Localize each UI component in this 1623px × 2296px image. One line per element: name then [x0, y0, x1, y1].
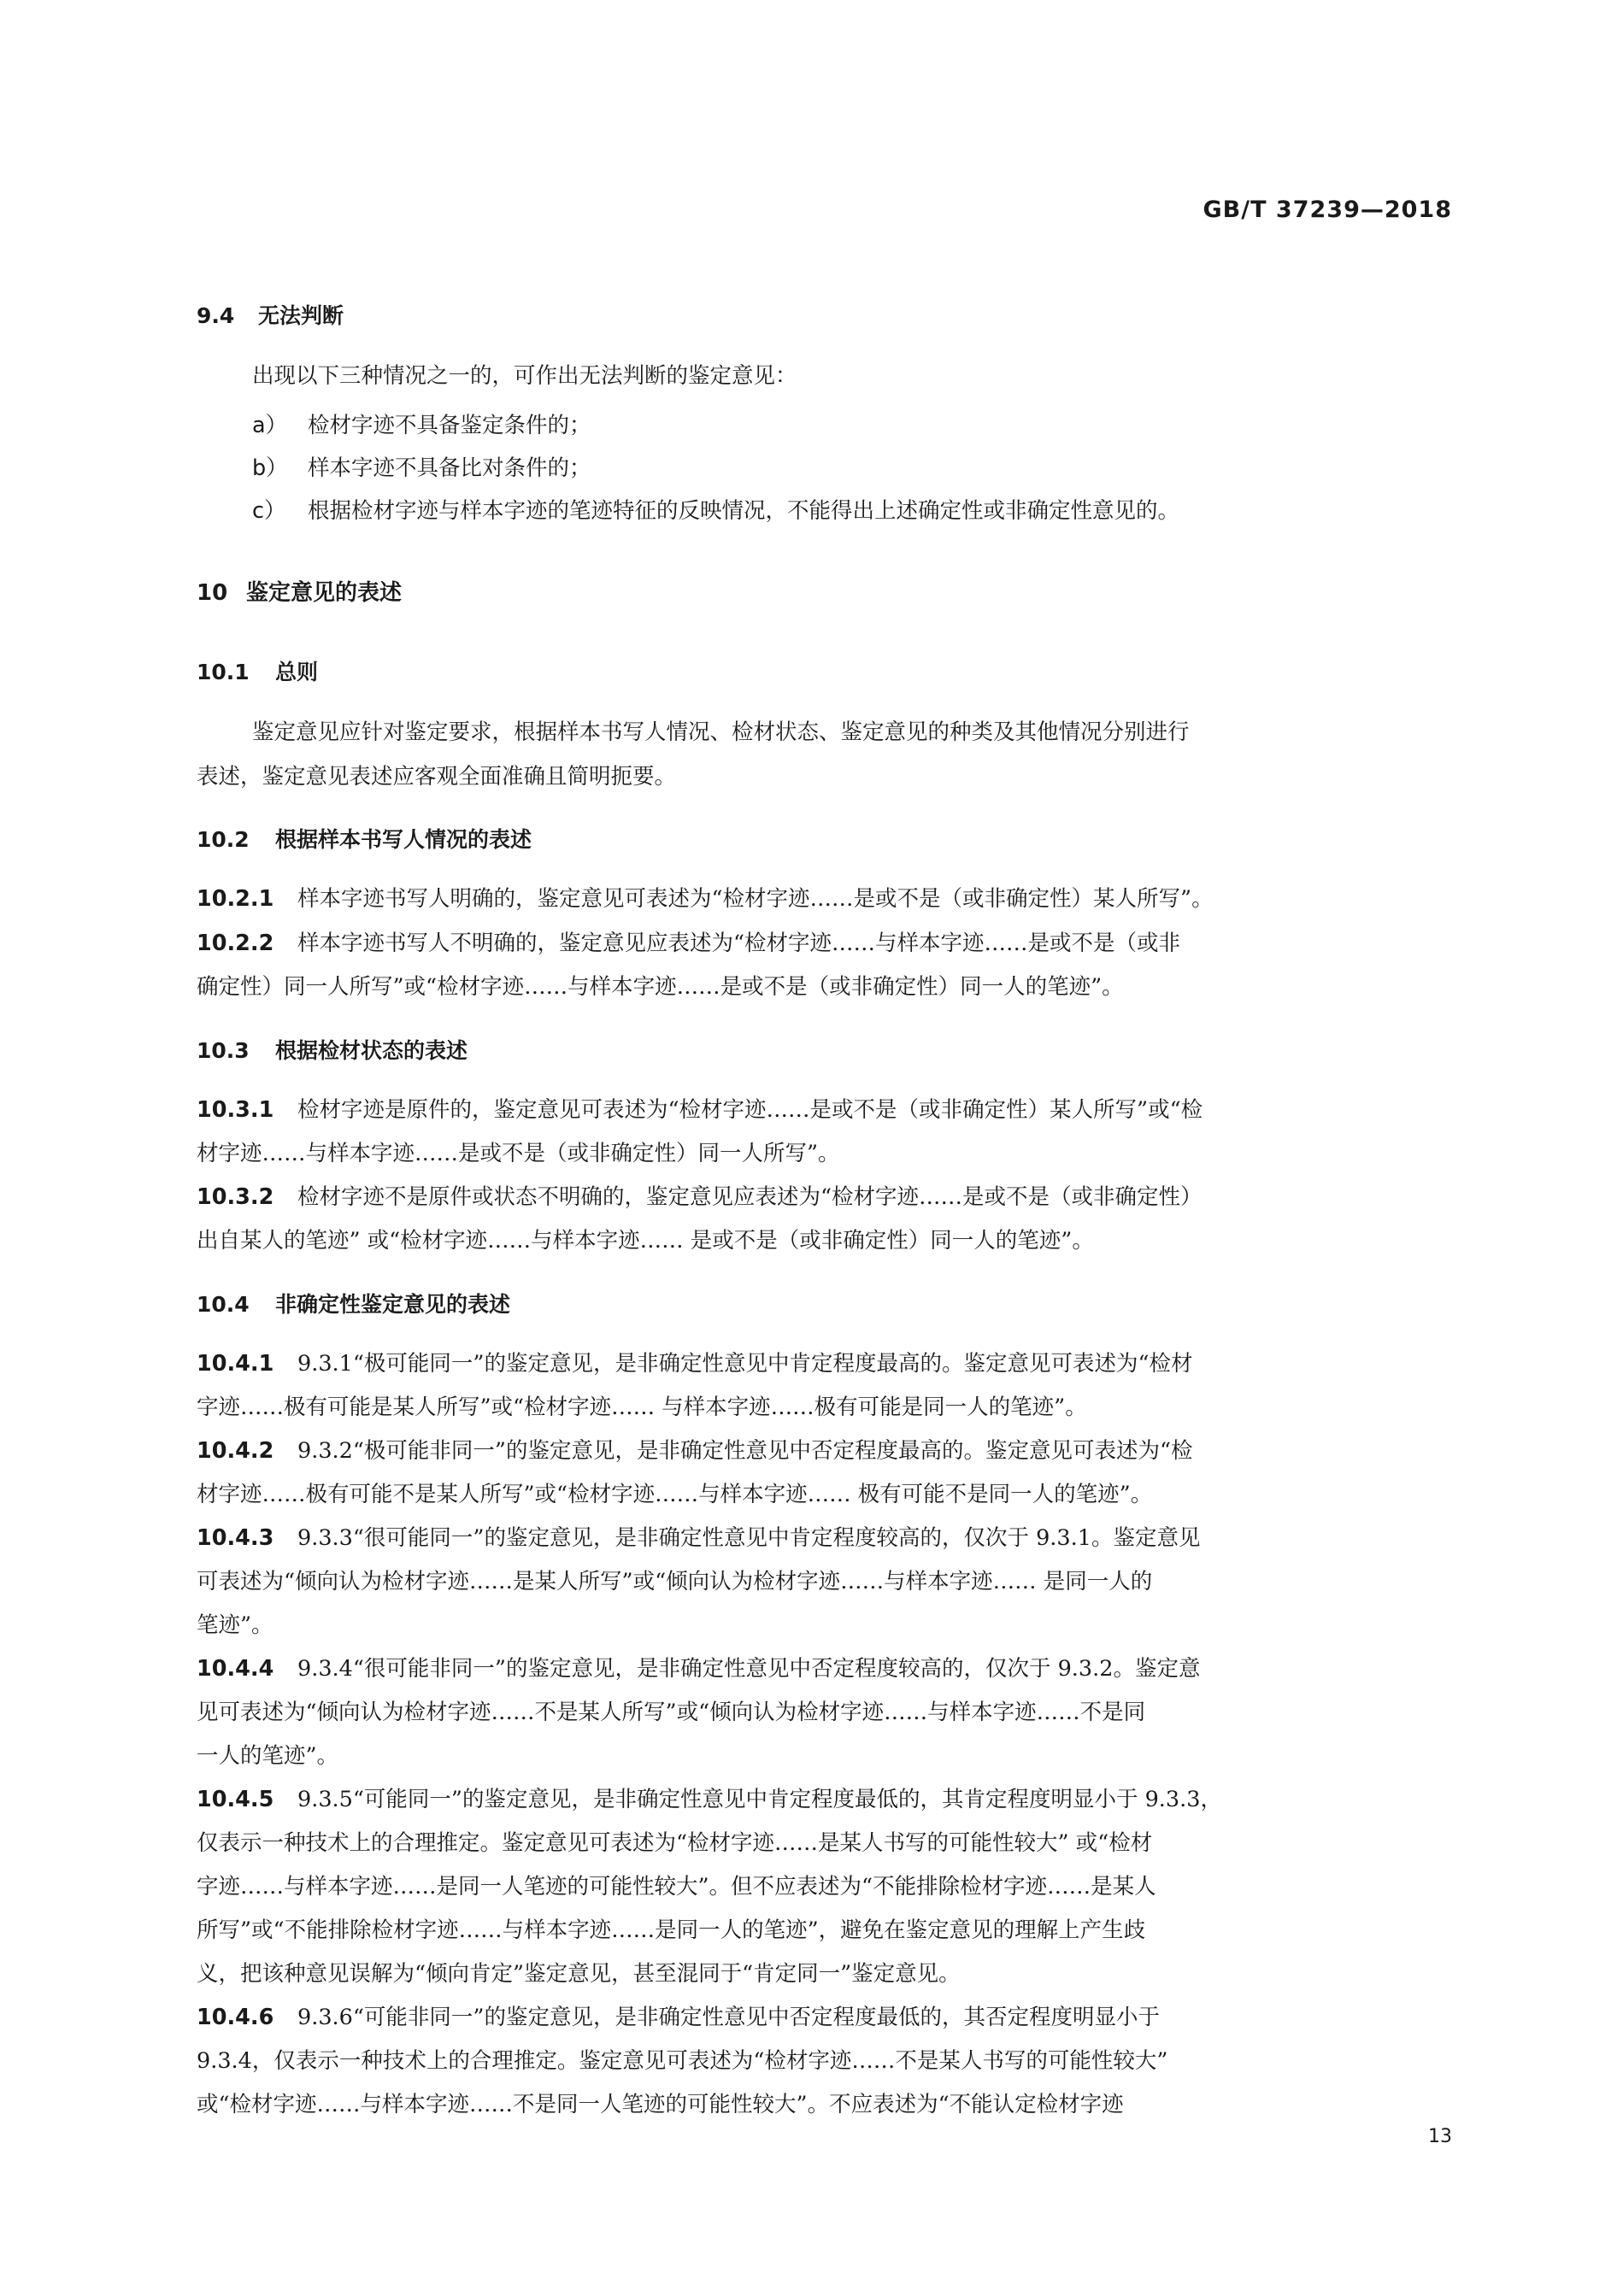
section-number: 9.4	[197, 303, 235, 328]
clause-text: 9.3.6“可能非同一”的鉴定意见，是非确定性意见中否定程度最低的，其否定程度明显小于	[297, 2005, 1160, 2030]
list-item	[252, 408, 591, 439]
clause-text: 9.3.2“极可能非同一”的鉴定意见，是非确定性意见中否定程度最高的。鉴定意见可表述为“检	[297, 1438, 1193, 1464]
list-label: a）	[252, 413, 288, 438]
paragraph-line: 见可表述为“倾向认为检材字迹……不是某人所写”或“倾向认为检材字迹……与样本字迹……不是同	[197, 1700, 1146, 1725]
clause-10-4-4	[197, 1646, 1451, 1692]
clause-10-4-1	[197, 1341, 1451, 1387]
standard-code: GB/T 37239—2018	[1203, 197, 1452, 223]
clause-number: 10.4.2	[197, 1438, 274, 1464]
clause-10-4-6	[197, 1994, 1451, 2041]
section-10-heading	[197, 575, 402, 607]
section-number: 10.1	[197, 660, 250, 684]
section-title: 根据样本书写人情况的表述	[275, 827, 532, 852]
list-label: b）	[252, 455, 288, 481]
paragraph-line: 确定性）同一人所写”或“检材字迹……与样本字迹……是或不是（或非确定性）同一人的笔迹”。	[197, 974, 1124, 1000]
clause-text: 样本字迹书写人不明确的，鉴定意见应表述为“检材字迹……与样本字迹……是或不是（或非	[297, 931, 1181, 956]
section-title: 无法判断	[258, 303, 344, 328]
clause-text: 检材字迹不是原件或状态不明确的，鉴定意见应表述为“检材字迹……是或不是（或非确定性）	[297, 1184, 1203, 1210]
section-title: 非确定性鉴定意见的表述	[275, 1292, 511, 1317]
list-text: 根据检材字迹与样本字迹的笔迹特征的反映情况，不能得出上述确定性或非确定性意见的。	[308, 498, 1180, 524]
list-label: c）	[252, 498, 286, 524]
section-number: 10.2	[197, 827, 250, 852]
clause-text: 9.3.1“极可能同一”的鉴定意见，是非确定性意见中肯定程度最高的。鉴定意见可表述为“检材	[297, 1351, 1193, 1377]
paragraph-line: 仅表示一种技术上的合理推定。鉴定意见可表述为“检材字迹……是某人书写的可能性较大” 或“检材	[197, 1830, 1153, 1856]
clause-10-2-2	[197, 920, 1451, 966]
paragraph: 出现以下三种情况之一的，可作出无法判断的鉴定意见：	[252, 363, 797, 389]
clause-number: 10.3.2	[197, 1184, 274, 1210]
section-number: 10.4	[197, 1292, 250, 1317]
clause-text: 检材字迹是原件的，鉴定意见可表述为“检材字迹……是或不是（或非确定性）某人所写”或“检	[297, 1097, 1203, 1123]
paragraph-line: 或“检材字迹……与样本字迹……不是同一人笔迹的可能性较大”。不应表述为“不能认定检材字迹	[197, 2092, 1124, 2117]
clause-number: 10.4.5	[197, 1787, 274, 1812]
clause-text: 9.3.3“很可能同一”的鉴定意见，是非确定性意见中肯定程度较高的，仅次于 9.3.1。鉴定意见	[297, 1525, 1201, 1551]
clause-10-4-3	[197, 1515, 1451, 1561]
paragraph-line: 笔迹”。	[197, 1612, 273, 1638]
list-item	[252, 494, 1179, 525]
page-number: 13	[1428, 2126, 1452, 2147]
clause-number: 10.3.1	[197, 1097, 274, 1123]
paragraph-line: 可表述为“倾向认为检材字迹……是某人所写”或“倾向认为检材字迹……与样本字迹…… 是同一人的	[197, 1569, 1153, 1594]
section-10-2-heading	[197, 823, 532, 854]
paragraph-line: 出自某人的笔迹” 或“检材字迹……与样本字迹…… 是或不是（或非确定性）同一人的笔迹”。	[197, 1228, 1094, 1254]
clause-10-4-2	[197, 1428, 1451, 1474]
clause-10-2-1	[197, 876, 1451, 922]
paragraph-line: 材字迹……极有可能不是某人所写”或“检材字迹……与样本字迹…… 极有可能不是同一人的笔迹”。	[197, 1482, 1153, 1507]
section-title: 总则	[275, 660, 319, 684]
section-10-3-heading	[197, 1034, 467, 1065]
clause-number: 10.4.3	[197, 1525, 274, 1551]
list-text: 样本字迹不具备比对条件的；	[308, 455, 591, 481]
clause-10-4-5	[197, 1776, 1451, 1823]
paragraph-line: 表述，鉴定意见表述应客观全面准确且简明扼要。	[197, 764, 677, 790]
paragraph-line: 一人的笔迹”。	[197, 1743, 339, 1769]
clause-text: 9.3.5“可能同一”的鉴定意见，是非确定性意见中肯定程度最低的，其肯定程度明显小于 9.3.3，	[297, 1787, 1222, 1812]
list-item	[252, 451, 591, 482]
section-number: 10.3	[197, 1038, 250, 1063]
clause-number: 10.2.2	[197, 931, 274, 956]
paragraph-line: 9.3.4，仅表示一种技术上的合理推定。鉴定意见可表述为“检材字迹……不是某人书写的可能性较大”	[197, 2048, 1168, 2074]
clause-number: 10.4.1	[197, 1351, 274, 1377]
clause-number: 10.4.6	[197, 2005, 274, 2030]
list-text: 检材字迹不具备鉴定条件的；	[308, 413, 591, 438]
clause-10-3-1	[197, 1087, 1451, 1133]
paragraph-line: 字迹……与样本字迹……是同一人笔迹的可能性较大”。但不应表述为“不能排除检材字迹……是某人	[197, 1874, 1156, 1900]
clause-number: 10.4.4	[197, 1656, 274, 1682]
section-9-4-heading	[197, 299, 344, 330]
paragraph-line: 字迹……极有可能是某人所写”或“检材字迹…… 与样本字迹……极有可能是同一人的笔迹”。	[197, 1395, 1087, 1420]
section-title: 鉴定意见的表述	[246, 580, 403, 606]
section-title: 根据检材状态的表述	[275, 1038, 468, 1063]
paragraph-line: 义，把该种意见误解为“倾向肯定”鉴定意见，甚至混同于“肯定同一”鉴定意见。	[197, 1961, 961, 1987]
section-10-4-heading	[197, 1288, 510, 1318]
paragraph-line: 鉴定意见应针对鉴定要求，根据样本书写人情况、检材状态、鉴定意见的种类及其他情况分别进行	[252, 719, 1190, 745]
clause-number: 10.2.1	[197, 886, 274, 912]
clause-text: 9.3.4“很可能非同一”的鉴定意见，是非确定性意见中否定程度较高的，仅次于 9.3.2。鉴定意	[297, 1656, 1201, 1682]
paragraph-line: 材字迹……与样本字迹……是或不是（或非确定性）同一人所写”。	[197, 1141, 840, 1166]
section-10-1-heading	[197, 655, 318, 686]
clause-10-3-2	[197, 1174, 1451, 1220]
section-number: 10	[197, 580, 228, 606]
clause-text: 样本字迹书写人明确的，鉴定意见可表述为“检材字迹……是或不是（或非确定性）某人所写”。	[297, 886, 1214, 912]
paragraph-line: 所写”或“不能排除检材字迹……与样本字迹……是同一人的笔迹”，避免在鉴定意见的理解上产生歧	[197, 1917, 1146, 1943]
